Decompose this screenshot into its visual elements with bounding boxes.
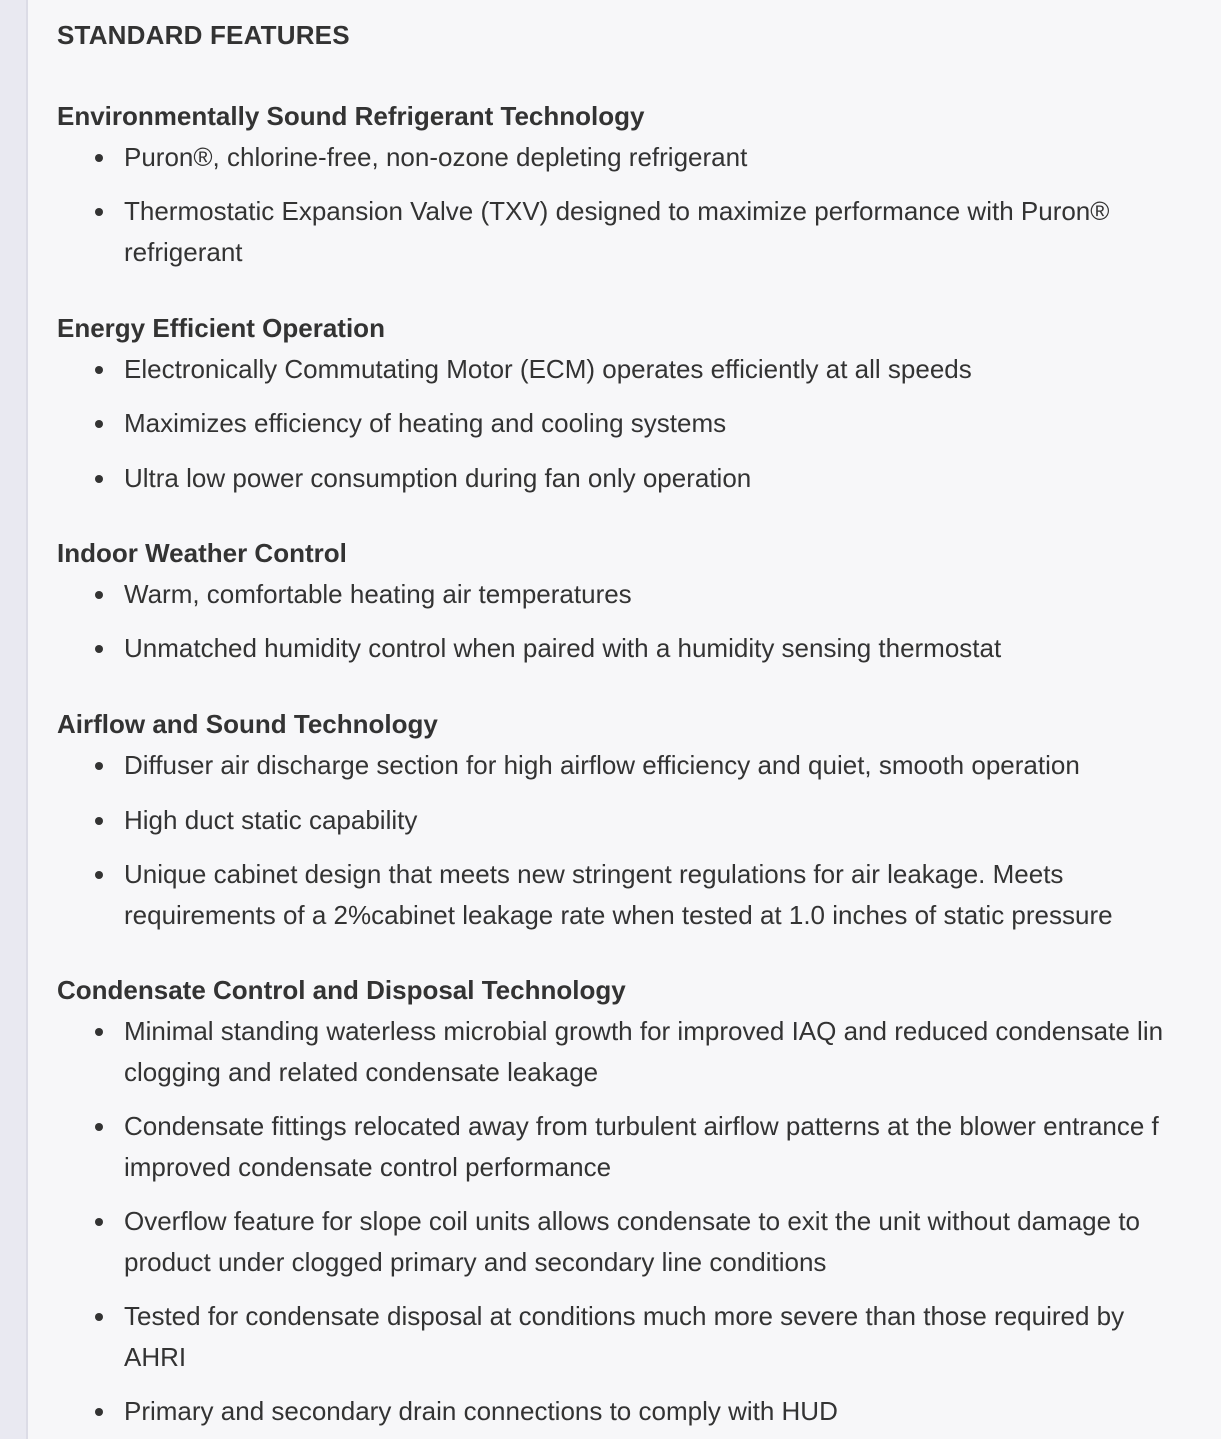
page-title: STANDARD FEATURES xyxy=(57,20,350,50)
section-heading: Environmentally Sound Refrigerant Technology xyxy=(57,101,645,131)
list-item-text: Primary and secondary drain connections to comply with HUD xyxy=(124,1396,838,1426)
list-item-text: Condensate fittings relocated away from turbulent airflow patterns at the blower entrance f xyxy=(124,1111,1159,1141)
bullet-icon xyxy=(95,366,103,374)
bullet-icon xyxy=(95,1408,103,1416)
bullet-icon xyxy=(95,591,103,599)
section-heading: Airflow and Sound Technology xyxy=(57,709,438,739)
list-item-text: Diffuser air discharge section for high airflow efficiency and quiet, smooth operation xyxy=(124,750,1080,780)
list-item-text: requirements of a 2%cabinet leakage rate when tested at 1.0 inches of static pressure xyxy=(124,900,1113,930)
list-item-text: Warm, comfortable heating air temperatures xyxy=(124,579,632,609)
bullet-icon xyxy=(95,645,103,653)
bullet-icon xyxy=(95,1028,103,1036)
section-heading: Energy Efficient Operation xyxy=(57,313,385,343)
list-item-text: Overflow feature for slope coil units allows condensate to exit the unit without damage to xyxy=(124,1206,1141,1236)
list-item-text: Unmatched humidity control when paired with a humidity sensing thermostat xyxy=(124,633,1002,663)
document-content xyxy=(57,0,1221,1439)
list-item-text: Electronically Commutating Motor (ECM) operates efficiently at all speeds xyxy=(124,354,972,384)
list-item-text: Minimal standing waterless microbial growth for improved IAQ and reduced condensate lin xyxy=(124,1016,1164,1046)
bullet-icon xyxy=(95,420,103,428)
bullet-icon xyxy=(95,208,103,216)
list-item-text: AHRI xyxy=(124,1342,187,1372)
list-item-text: Unique cabinet design that meets new stringent regulations for air leakage. Meets xyxy=(124,859,1064,889)
list-item-text: Maximizes efficiency of heating and cooling systems xyxy=(124,408,727,438)
section-heading: Indoor Weather Control xyxy=(57,538,347,568)
list-item-text: Puron®, chlorine-free, non-ozone depleting refrigerant xyxy=(124,142,748,172)
bullet-icon xyxy=(95,871,103,879)
list-item-text: Thermostatic Expansion Valve (TXV) designed to maximize performance with Puron® xyxy=(124,196,1110,226)
section-heading: Condensate Control and Disposal Technology xyxy=(57,975,626,1005)
bullet-icon xyxy=(95,762,103,770)
bullet-icon xyxy=(95,1123,103,1131)
bullet-icon xyxy=(95,154,103,162)
list-item-text: High duct static capability xyxy=(124,805,418,835)
bullet-icon xyxy=(95,1218,103,1226)
bullet-icon xyxy=(95,1313,103,1321)
list-item-text: Tested for condensate disposal at conditions much more severe than those required by xyxy=(124,1301,1125,1331)
list-item-text: Ultra low power consumption during fan only operation xyxy=(124,463,752,493)
list-item-text: improved condensate control performance xyxy=(124,1152,612,1182)
list-item-text: refrigerant xyxy=(124,237,243,267)
bullet-icon xyxy=(95,475,103,483)
list-item-text: clogging and related condensate leakage xyxy=(124,1057,599,1087)
bullet-icon xyxy=(95,817,103,825)
list-item-text: product under clogged primary and secondary line conditions xyxy=(124,1247,827,1277)
left-rail xyxy=(0,0,28,1439)
